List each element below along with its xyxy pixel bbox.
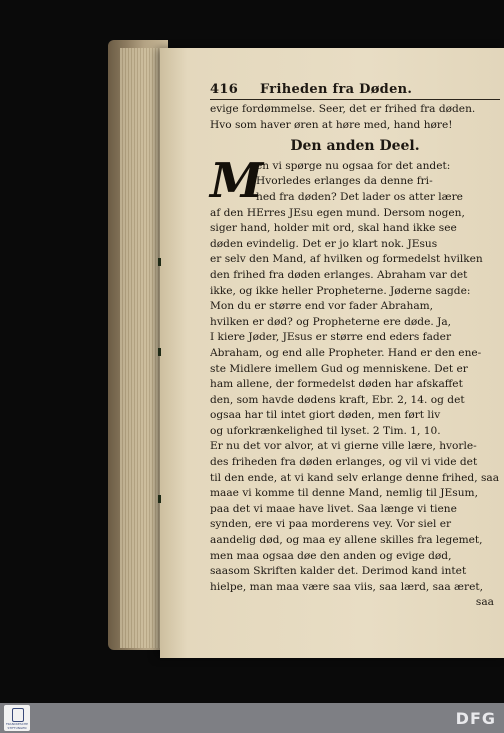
binding-thread <box>158 348 161 356</box>
text-line: Hvo som haver øren at høre med, hand høre! <box>210 118 453 131</box>
drop-cap-paragraph <box>210 152 500 209</box>
logo-caption: FRANCKESCHE STIFTUNGEN <box>5 722 29 730</box>
text-line: men maa ogsaa døe den anden og evige død, <box>210 549 452 562</box>
text-line: til den ende, at vi kand selv erlange denne frihed, saa <box>210 471 500 484</box>
text-line: Er nu det vor alvor, at vi gierne ville lære, hvorle- <box>210 440 477 453</box>
franckesche-stiftungen-logo[interactable] <box>4 705 30 731</box>
page-number: 416 <box>210 82 239 97</box>
text-line: ste Midlere imellem Gud og menniskene. Det er <box>210 362 468 375</box>
text-line: den frihed fra døden erlanges. Abraham var det <box>210 268 468 281</box>
page-content <box>210 82 500 611</box>
building-icon <box>12 708 24 722</box>
text-line: paa det vi maae have livet. Saa længe vi tiene <box>210 502 457 515</box>
page-header <box>210 82 500 97</box>
text-line: siger hand, holder mit ord, skal hand ikke see <box>210 222 457 235</box>
paragraph-lines <box>210 206 500 596</box>
text-line: hvilken er død? og Propheterne ere døde. Ja, <box>210 315 452 328</box>
text-line: Hvorledes erlanges da denne fri- <box>256 175 433 188</box>
text-line: maae vi komme til denne Mand, nemlig til JEsum, <box>210 487 478 500</box>
text-line: ikke, og ikke heller Propheterne. Jøderne sagde: <box>210 284 471 297</box>
binding-thread <box>158 258 161 266</box>
body-text <box>210 102 500 611</box>
running-head: Friheden fra Døden. <box>260 82 413 97</box>
text-line: I kiere Jøder, JEsus er større end eders fader <box>210 331 452 344</box>
text-line: saasom Skriften kalder det. Derimod kand intet <box>210 565 467 578</box>
viewer-footer-bar <box>0 703 504 733</box>
text-line: døden evindelig. Det er jo klart nok. JEsus <box>210 237 438 250</box>
text-line: ogsaa har til intet giort døden, men ført liv <box>210 409 441 422</box>
text-line: hed fra døden? Det lader os atter lære <box>256 190 463 203</box>
text-line: den, som havde dødens kraft, Ebr. 2, 14. og det <box>210 393 465 406</box>
text-line: des friheden fra døden erlanges, og vil vi vide det <box>210 456 478 469</box>
text-line: Abraham, og end alle Propheter. Hand er den ene- <box>210 346 482 359</box>
catchword: saa <box>475 596 494 609</box>
drop-cap: M <box>210 152 264 209</box>
text-line: af den HErres JEsu egen mund. Dersom nogen, <box>210 206 465 219</box>
text-line: en vi spørge nu ogsaa for det andet: <box>256 159 451 172</box>
header-rule <box>210 99 500 100</box>
binding-thread <box>158 495 161 503</box>
text-line: evige fordømmelse. Seer, det er frihed fra døden. <box>210 103 476 115</box>
text-line: ham allene, der formedelst døden har afskaffet <box>210 378 463 391</box>
dfg-logo[interactable]: DFG <box>455 709 496 728</box>
text-line: synden, ere vi paa morderens vey. Vor siel er <box>210 518 452 531</box>
text-line: og uforkrænkelighed til lyset. 2 Tim. 1, 10. <box>210 424 441 437</box>
text-line: er selv den Mand, af hvilken og formedelst hvilken <box>210 253 483 266</box>
section-title: Den anden Deel. <box>290 138 420 155</box>
text-line: Mon du er større end vor fader Abraham, <box>210 300 434 313</box>
text-line: aandelig død, og maa ey allene skilles fra legemet, <box>210 534 483 547</box>
text-line: hielpe, man maa være saa viis, saa lærd, saa æret, <box>210 580 483 593</box>
book-page <box>160 48 504 658</box>
